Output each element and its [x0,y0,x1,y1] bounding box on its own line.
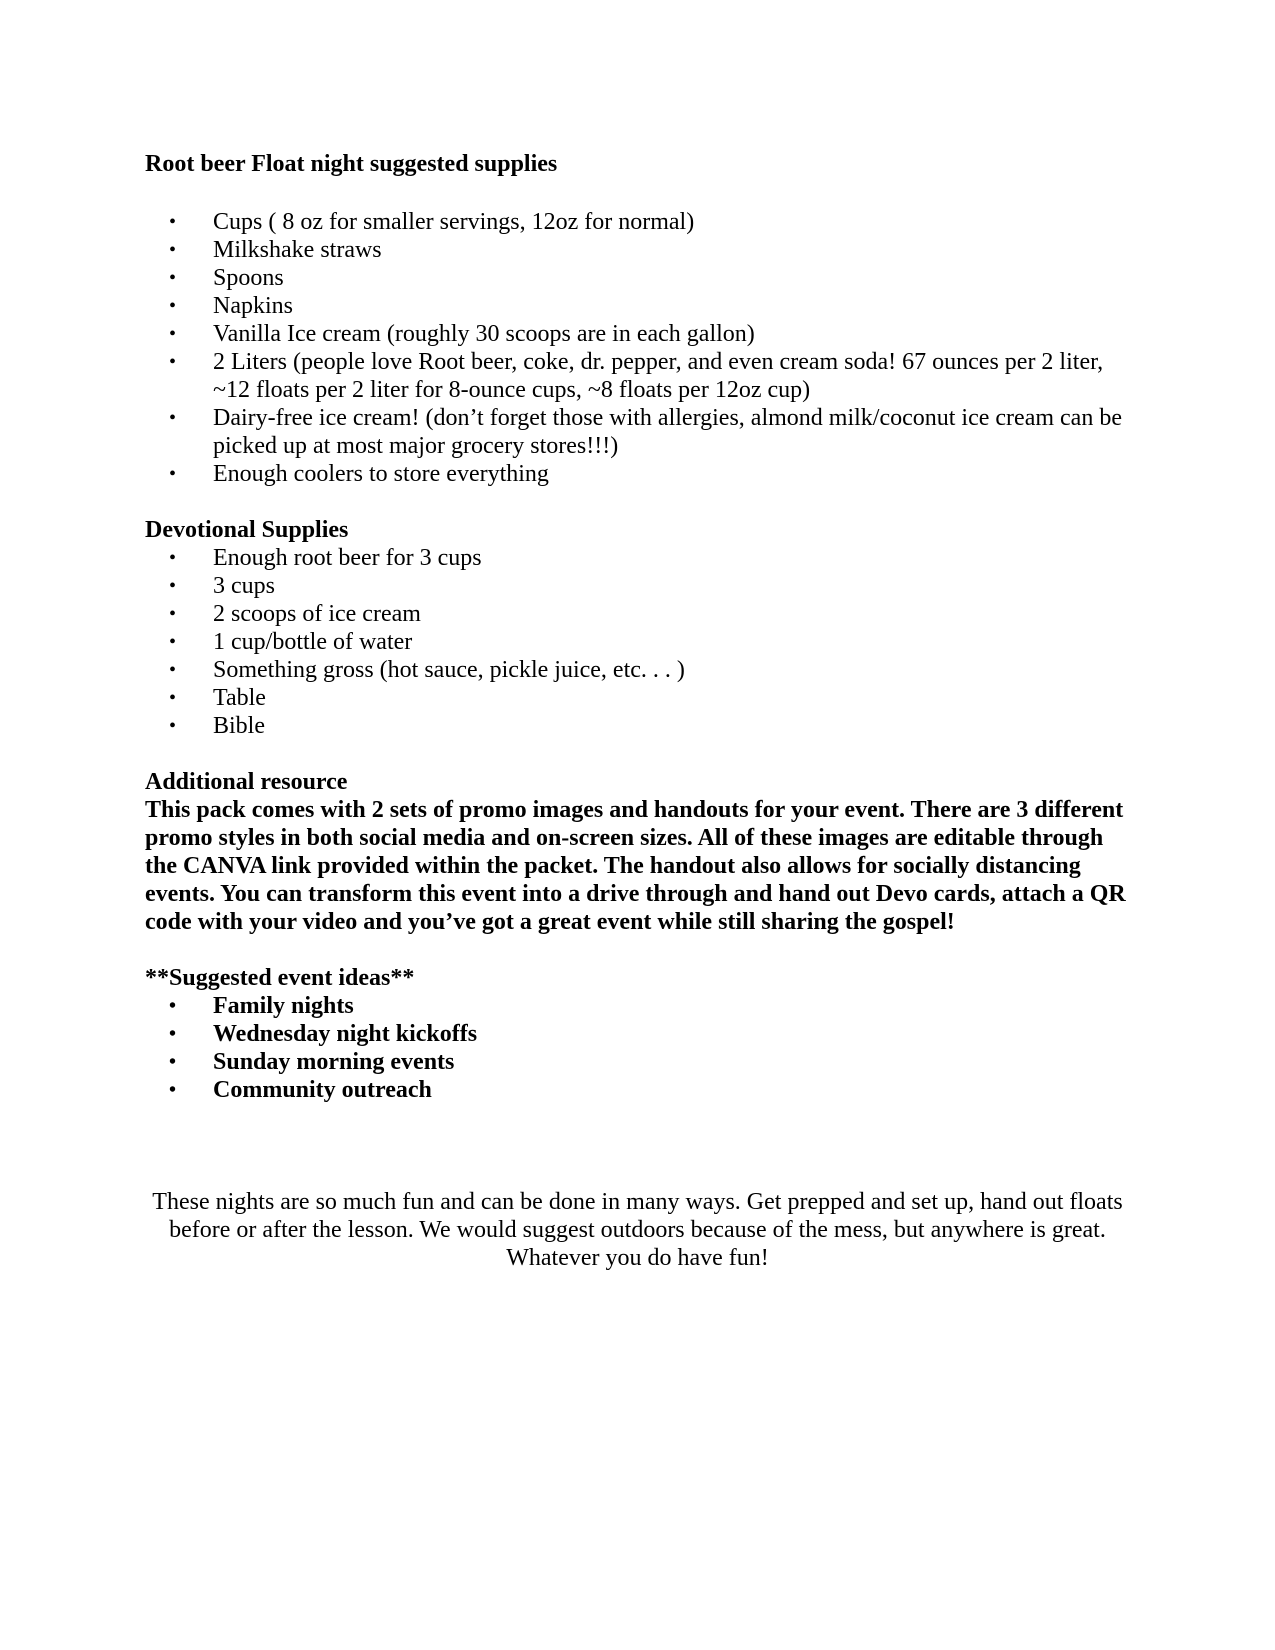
list-item: • Bible [145,712,1130,740]
suggested-event-ideas-heading: **Suggested event ideas** [145,965,415,991]
list-item: • Vanilla Ice cream (roughly 30 scoops are in each gallon) [145,320,1130,348]
list-item: • 2 Liters (people love Root beer, coke, dr. pepper, and even cream soda! 67 ounces per 2 liter, ~12 floats per 2 liter for 8-ounce cups, ~8 floats per 12oz cup) [145,348,1130,404]
suggested-event-ideas-list [145,992,1130,1104]
devotional-supplies-heading: Devotional Supplies [145,517,349,543]
list-item: • Wednesday night kickoffs [145,1020,1130,1048]
list-item: • Dairy-free ice cream! (don’t forget those with allergies, almond milk/coconut ice cream can be picked up at most major grocery stores!!!) [145,404,1130,460]
additional-resource-heading: Additional resource [145,769,348,795]
list-item: • Milkshake straws [145,236,1130,264]
list-item: • Family nights [145,992,1130,1020]
list-item: • Enough coolers to store everything [145,460,1130,488]
list-item: • Community outreach [145,1076,1130,1104]
list-item: • Table [145,684,1130,712]
devotional-supplies-list [145,544,1130,740]
list-item: • Enough root beer for 3 cups [145,544,1130,572]
additional-resource-body: This pack comes with 2 sets of promo images and handouts for your event. There are 3 different promo styles in both social media and on-screen sizes. All of these images are editable through the CANVA link provided within the packet. The handout also allows for socially distancing events. You can transform this event into a drive through and hand out Devo cards, attach a QR code with your video and you’ve got a great event while still sharing the gospel! [145,797,1126,935]
list-item: • Sunday morning events [145,1048,1130,1076]
list-item: • Something gross (hot sauce, pickle juice, etc. . . ) [145,656,1130,684]
list-item: • 1 cup/bottle of water [145,628,1130,656]
list-item: • Spoons [145,264,1130,292]
page-title: Root beer Float night suggested supplies [145,151,558,177]
list-item: • 2 scoops of ice cream [145,600,1130,628]
list-item: • Napkins [145,292,1130,320]
closing-paragraph: These nights are so much fun and can be done in many ways. Get prepped and set up, hand out floats before or after the lesson. We would suggest outdoors because of the mess, but anywhere is great. Whatever you do have fun! [152,1189,1123,1271]
list-item: • Cups ( 8 oz for smaller servings, 12oz for normal) [145,208,1130,236]
list-item: • 3 cups [145,572,1130,600]
supplies-list [145,208,1130,488]
